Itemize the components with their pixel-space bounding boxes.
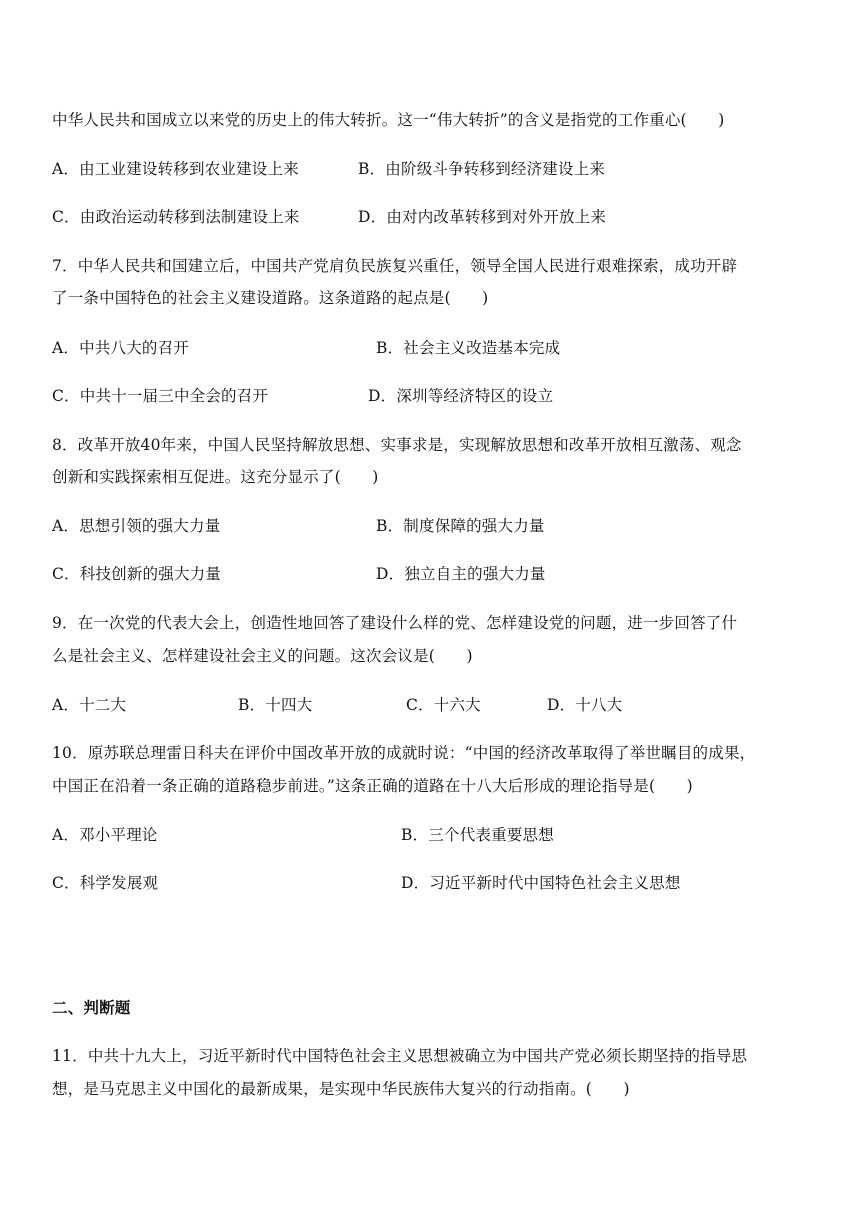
section-heading-judgment: 二、判断题: [52, 998, 131, 1017]
question-10-option-b: B．三个代表重要思想: [401, 826, 554, 844]
question-11-stem-line-1: 11．中共十九大上，习近平新时代中国特色社会主义思想被确立为中国共产党必须长期坚持的指导思: [52, 1047, 748, 1065]
question-10-stem-line-1: 10．原苏联总理雷日科夫在评价中国改革开放的成就时说：“中国的经济改革取得了举世瞩目的成果，: [52, 744, 756, 762]
question-8-option-c: C．科技创新的强大力量: [52, 565, 222, 583]
question-10-stem-line-2: 中国正在沿着一条正确的道路稳步前进。”这条正确的道路在十八大后形成的理论指导是( ): [52, 777, 693, 795]
question-6-option-d: D．由对内改革转移到对外开放上来: [358, 208, 607, 226]
question-10-option-a: A．邓小平理论: [52, 826, 158, 844]
question-9-stem-line-2: 么是社会主义、怎样建设社会主义的问题。这次会议是( ): [52, 647, 473, 665]
question-6-option-c: C．由政治运动转移到法制建设上来: [52, 208, 300, 226]
question-11-stem-line-2: 想，是马克思主义中国化的最新成果，是实现中华民族伟大复兴的行动指南。( ): [52, 1080, 630, 1098]
question-6-option-b: B．由阶级斗争转移到经济建设上来: [358, 160, 606, 178]
question-6-option-a: A．由工业建设转移到农业建设上来: [52, 160, 299, 178]
question-9-option-a: A．十二大: [52, 696, 127, 714]
question-8-option-a: A．思想引领的强大力量: [52, 517, 221, 535]
question-7-option-a: A．中共八大的召开: [52, 339, 189, 357]
question-9-option-c: C．十六大: [406, 696, 481, 714]
question-7-option-b: B．社会主义改造基本完成: [376, 339, 561, 357]
question-6-stem: 中华人民共和国成立以来党的历史上的伟大转折。这一“伟大转折”的含义是指党的工作重心( ): [52, 111, 725, 129]
question-7-option-c: C．中共十一届三中全会的召开: [52, 387, 269, 405]
question-8-stem-line-2: 创新和实践探索相互促进。这充分显示了( ): [52, 468, 379, 486]
question-9-option-d: D．十八大: [547, 696, 623, 714]
question-7-stem-line-1: 7．中华人民共和国建立后，中国共产党肩负民族复兴重任，领导全国人民进行艰难探索，成功开辟: [52, 257, 738, 275]
question-7-stem-line-2: 了一条中国特色的社会主义建设道路。这条道路的起点是( ): [52, 289, 489, 307]
question-9-stem-line-1: 9．在一次党的代表大会上，创造性地回答了建设什么样的党、怎样建设党的问题，进一步回答了什: [52, 614, 738, 632]
question-8-option-d: D．独立自主的强大力量: [376, 565, 546, 583]
question-10-option-d: D．习近平新时代中国特色社会主义思想: [401, 874, 681, 892]
question-7-option-d: D．深圳等经济特区的设立: [368, 387, 554, 405]
question-8-stem-line-1: 8．改革开放40年来，中国人民坚持解放思想、实事求是，实现解放思想和改革开放相互激荡、观念: [52, 436, 742, 454]
question-10-option-c: C．科学发展观: [52, 874, 159, 892]
question-8-option-b: B．制度保障的强大力量: [376, 517, 545, 535]
question-9-option-b: B．十四大: [238, 696, 313, 714]
